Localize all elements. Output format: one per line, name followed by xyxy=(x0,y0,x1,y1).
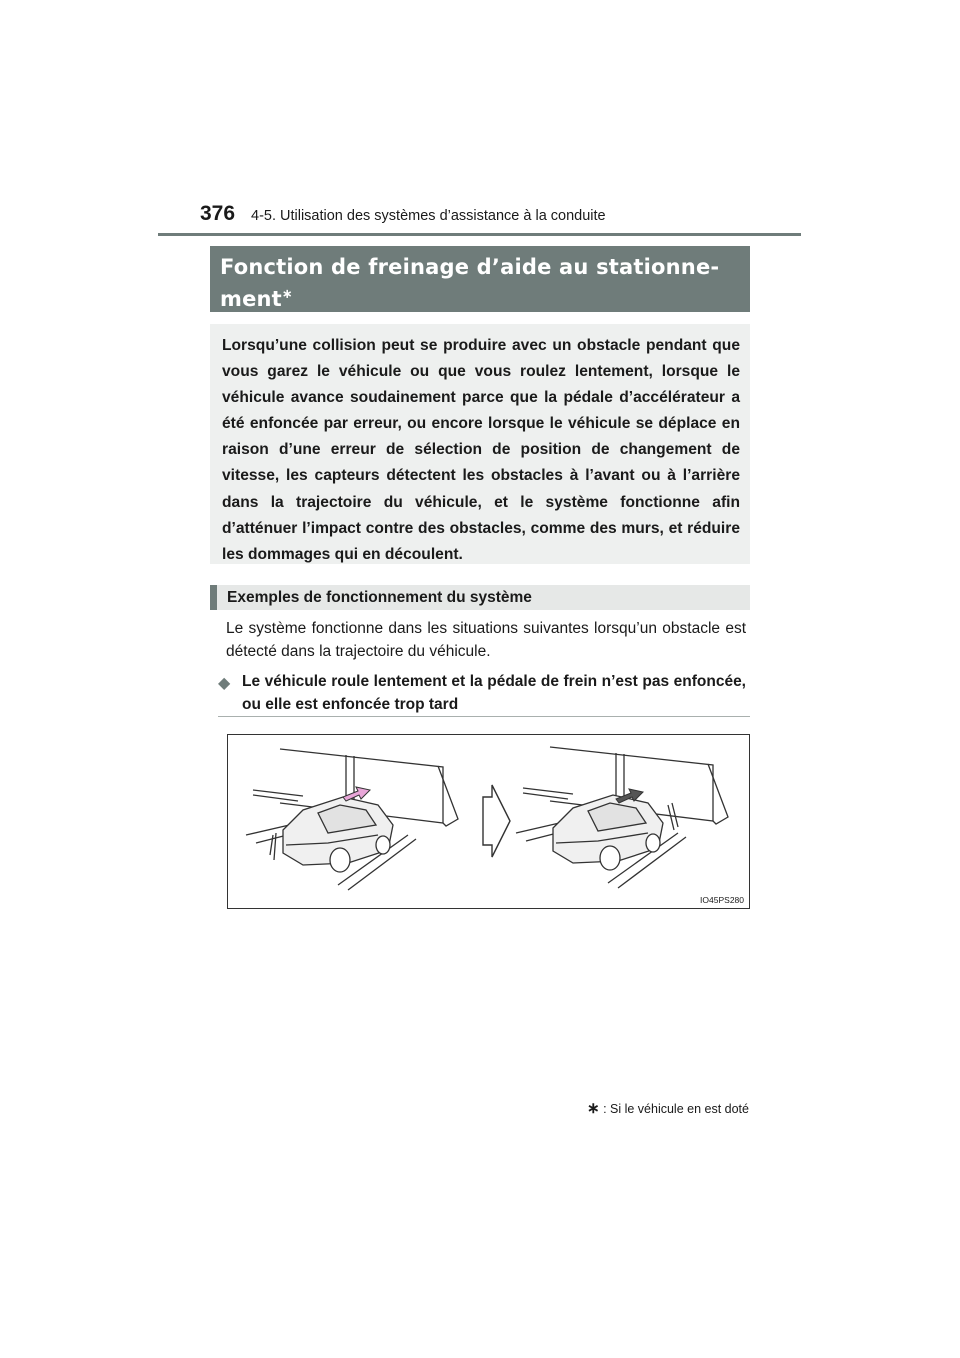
subsection-body: Le système fonctionne dans les situations suivantes lorsqu’un obstacle est détecté dans la trajectoire du véhicule. xyxy=(226,620,746,660)
bullet-divider xyxy=(218,716,750,717)
chapter-title: 4-5. Utilisation des systèmes d’assistance à la conduite xyxy=(251,208,606,224)
intro-text: Lorsqu’une collision peut se produire avec un obstacle pendant que vous garez le véhicule ou que vous roulez lentement, lorsque le véhicule avance soudainement parce que la pédale d’accélérateur a été enfoncée par erreur, ou encore lorsque le véhicule se déplace en raison d’une erreur de sélection de position de changement de vitesse, les capteurs détectent les obstacles à l’avant ou à l’arrière dans la trajectoire du véhicule, et le système fonctionne afin d’atténuer l’impact contre des obstacles, comme des murs, et réduire les dommages qui en découlent. xyxy=(222,337,740,563)
section-title-line2 xyxy=(220,281,740,313)
warning-arrow-icon xyxy=(343,787,370,801)
section-title xyxy=(210,246,750,312)
illustration-drawing xyxy=(228,735,749,908)
header-rule xyxy=(158,233,801,236)
bullet-text: Le véhicule roule lentement et la pédale de frein n’est pas enfoncée, ou elle est enfoncée trop tard xyxy=(242,673,746,713)
optional-marker: ∗ xyxy=(281,287,294,302)
diamond-bullet-icon: ◆ xyxy=(218,675,231,692)
footnote xyxy=(587,1099,749,1117)
page-number: 376 xyxy=(200,202,236,225)
section-title-word: ment xyxy=(220,287,282,311)
section-title-line1: Fonction de freinage d’aide au stationne- xyxy=(220,255,720,279)
intro-box xyxy=(210,324,750,564)
transition-arrow-icon xyxy=(483,785,510,857)
footnote-marker: ∗ xyxy=(587,1100,600,1117)
figure-code: IO45PS280 xyxy=(700,895,744,905)
footnote-text: : Si le véhicule en est doté xyxy=(603,1102,749,1116)
bullet-item xyxy=(218,671,746,716)
subsection-heading: Exemples de fonctionnement du système xyxy=(210,585,750,610)
illustration xyxy=(227,734,750,909)
